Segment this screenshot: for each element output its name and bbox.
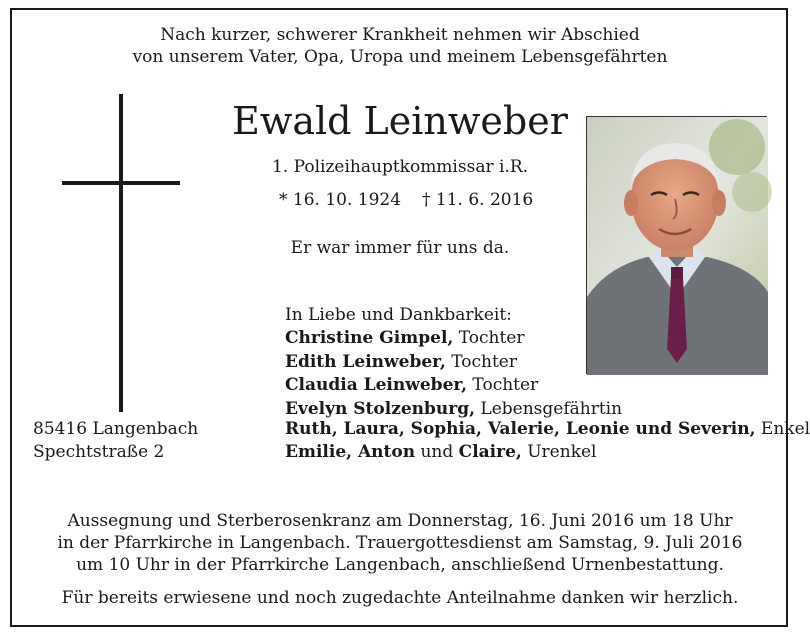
address-line-1: 85416 Langenbach [33, 419, 199, 439]
portrait-photo [586, 116, 767, 374]
mourner-line [285, 327, 524, 351]
service-line-1: Aussegnung und Sterberosenkranz am Donnerstag, 16. Juni 2016 um 18 Uhr [67, 511, 733, 531]
mourner-line [285, 441, 597, 465]
service-line-2: in der Pfarrkirche in Langenbach. Trauergottesdienst am Samstag, 9. Juli 2016 [57, 533, 743, 553]
cross-icon-vertical [119, 94, 123, 412]
intro-line-2: von unserem Vater, Opa, Uropa und meinem Lebensgefährten [132, 47, 668, 67]
mourner-names: Edith Leinweber, [285, 351, 446, 372]
deceased-title: 1. Polizeihauptkommissar i.R. [271, 157, 529, 177]
thanks-line: Für bereits erwiesene und noch zugedachte Anteilnahme danken wir herzlich. [61, 588, 739, 608]
mourner-relation: Tochter [453, 328, 525, 348]
mourner-names: Ruth, Laura, Sophia, Valerie, Leonie und Severin, [285, 419, 756, 439]
mourner-line [285, 374, 538, 398]
motto: Er war immer für uns da. [290, 238, 510, 258]
death-date: † 11. 6. 2016 [422, 190, 534, 210]
service-line-3: um 10 Uhr in der Pfarrkirche Langenbach, anschließend Urnenbestattung. [76, 555, 724, 575]
mourner-relation: Tochter [467, 375, 539, 395]
address-line-2: Spechtstraße 2 [33, 442, 165, 462]
mourners-heading: In Liebe und Dankbarkeit: [285, 305, 512, 325]
mourner-relation: Enkel [755, 419, 810, 439]
intro-line-1: Nach kurzer, schwerer Krankheit nehmen wir Abschied [160, 25, 640, 45]
mourner-relation: Urenkel [521, 442, 597, 462]
mourner-joiner: und [415, 442, 459, 462]
mourner-names: Christine Gimpel, [285, 328, 454, 348]
mourner-names: Emilie, Anton [285, 442, 416, 462]
cross-icon-horizontal [62, 181, 180, 185]
mourner-names: Claire, [458, 442, 522, 462]
mourner-relation: Lebensgefährtin [475, 398, 623, 419]
mourner-line [285, 351, 517, 375]
mourner-relation: Tochter [445, 351, 517, 372]
mourner-names: Claudia Leinweber, [285, 375, 468, 395]
mourner-names: Evelyn Stolzenburg, [285, 398, 476, 419]
birth-date: * 16. 10. 1924 [279, 190, 402, 210]
mourner-line [285, 418, 810, 442]
deceased-name: Ewald Leinweber [232, 99, 568, 143]
